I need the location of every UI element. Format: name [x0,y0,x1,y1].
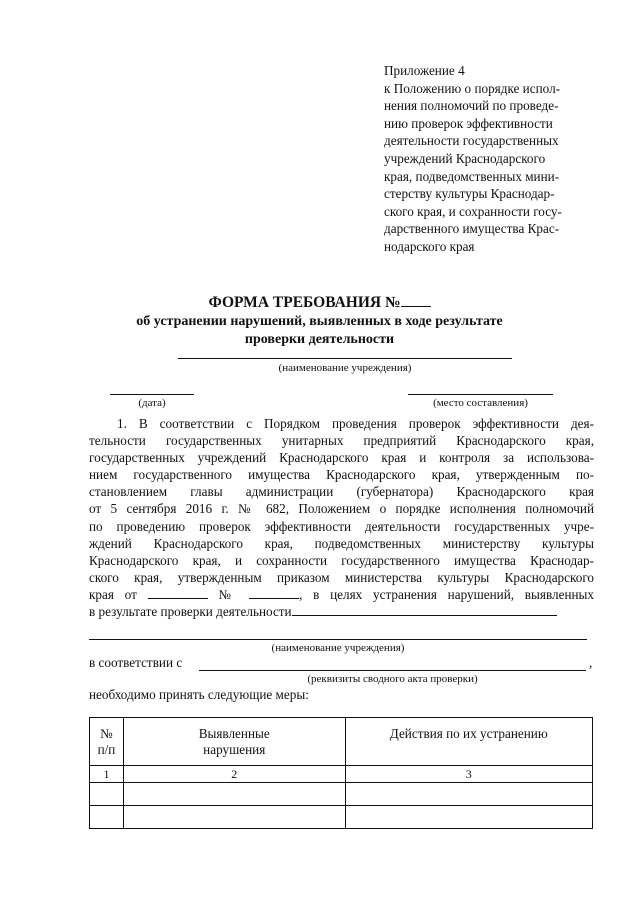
order-number-label: № [218,586,239,602]
act-details-line [199,670,586,671]
paragraph-line: ждений Краснодарского края, подведомственных министерству культуры [89,535,594,551]
table-cell [123,806,345,829]
appendix-line: к Положению о порядке испол- [384,80,561,96]
form-title [0,292,639,312]
place-caption: (место составления) [433,397,528,409]
header-number: № п/п [90,718,124,766]
table-cell [123,783,345,806]
table-header-row [90,718,593,766]
paragraph-line: нием государственного имущества Краснодарского края, утвержденным по- [89,467,594,483]
header-actions: Действия по их устранению [345,718,593,766]
appendix-line: нодарского края [384,238,475,254]
form-subtitle-line2: проверки деятельности [244,332,395,347]
table-cell [90,783,124,806]
paragraph-line: Краснодарского края, и сохранности государственного имущества Краснодар- [89,552,594,568]
institution-name-line [178,358,512,359]
table-cell [345,783,593,806]
measures-text: необходимо принять следующие меры: [89,687,309,702]
paragraph-line: от 5 сентября 2016 г. № 682, Положением о порядке исполнения полномочий [89,501,594,517]
appendix-line: стерству культуры Краснодар- [384,186,555,202]
appendix-line: деятельности государственных [384,133,559,149]
place-line [408,394,553,395]
table-numbering-row [90,766,593,783]
appendix-line: дарственного имущества Крас- [384,221,560,237]
paragraph-line-last [89,603,594,620]
table-row [90,783,593,806]
column-number-3: 3 [345,766,593,783]
inspection-institution-blank [292,603,557,616]
paragraph-line-blanks [89,586,594,603]
column-number-1: 1 [90,766,124,783]
paragraph-line: становлением главы администрации (губернатора) Краснодарского края [89,484,594,500]
form-subtitle-line1: об устранении нарушений, выявленных в ходе результате [136,314,503,329]
act-details-caption: (реквизиты сводного акта проверки) [307,673,478,685]
table-cell [90,806,124,829]
header-violations: Выявленные нарушения [123,718,345,766]
table-row [90,806,593,829]
table-cell [345,806,593,829]
paragraph-line: ского края, утвержденным приказом министерства культуры Краснодарского [89,569,594,585]
paragraph-line: государственных учреждений Краснодарского края и контроля за использова- [89,450,594,466]
appendix-block [384,62,599,256]
appendix-line: нения полномочий по проведе- [384,98,559,114]
order-date-label: края от [89,586,137,602]
form-number-blank [401,292,431,307]
institution-caption: (наименование учреждения) [278,362,412,374]
paragraph-line: по проведению проверок эффективности деятельности государственных учре- [89,518,594,534]
order-purpose-text: , в целях устранения нарушений, выявленных [299,586,595,602]
form-title-text: ФОРМА ТРЕБОВАНИЯ № [208,294,401,311]
institution-full-caption: (наименование учреждения) [271,642,405,654]
main-paragraph [89,415,594,620]
column-number-2: 2 [123,766,345,783]
order-date-blank [148,586,208,599]
measures-table [89,717,593,829]
appendix-line: нию проверок эффективности [384,115,553,131]
appendix-line: учреждений Краснодарского [384,150,546,166]
appendix-line: Приложение 4 [384,63,465,78]
institution-full-line [89,639,587,640]
accordance-comma: , [589,655,593,670]
appendix-line: края, подведомственных мини- [384,168,560,184]
date-caption: (дата) [138,397,166,409]
appendix-line: ского края, и сохранности госу- [384,203,562,219]
paragraph-line: 1. В соответствии с Порядком проведения проверок эффективности дея- [117,416,594,431]
paragraph-line: тельности государственных унитарных предприятий Краснодарского края, [89,433,594,449]
date-line [110,394,194,395]
order-number-blank [249,586,299,599]
accordance-text: в соответствии с [89,655,183,670]
inspection-text: в результате проверки деятельности [89,604,292,620]
